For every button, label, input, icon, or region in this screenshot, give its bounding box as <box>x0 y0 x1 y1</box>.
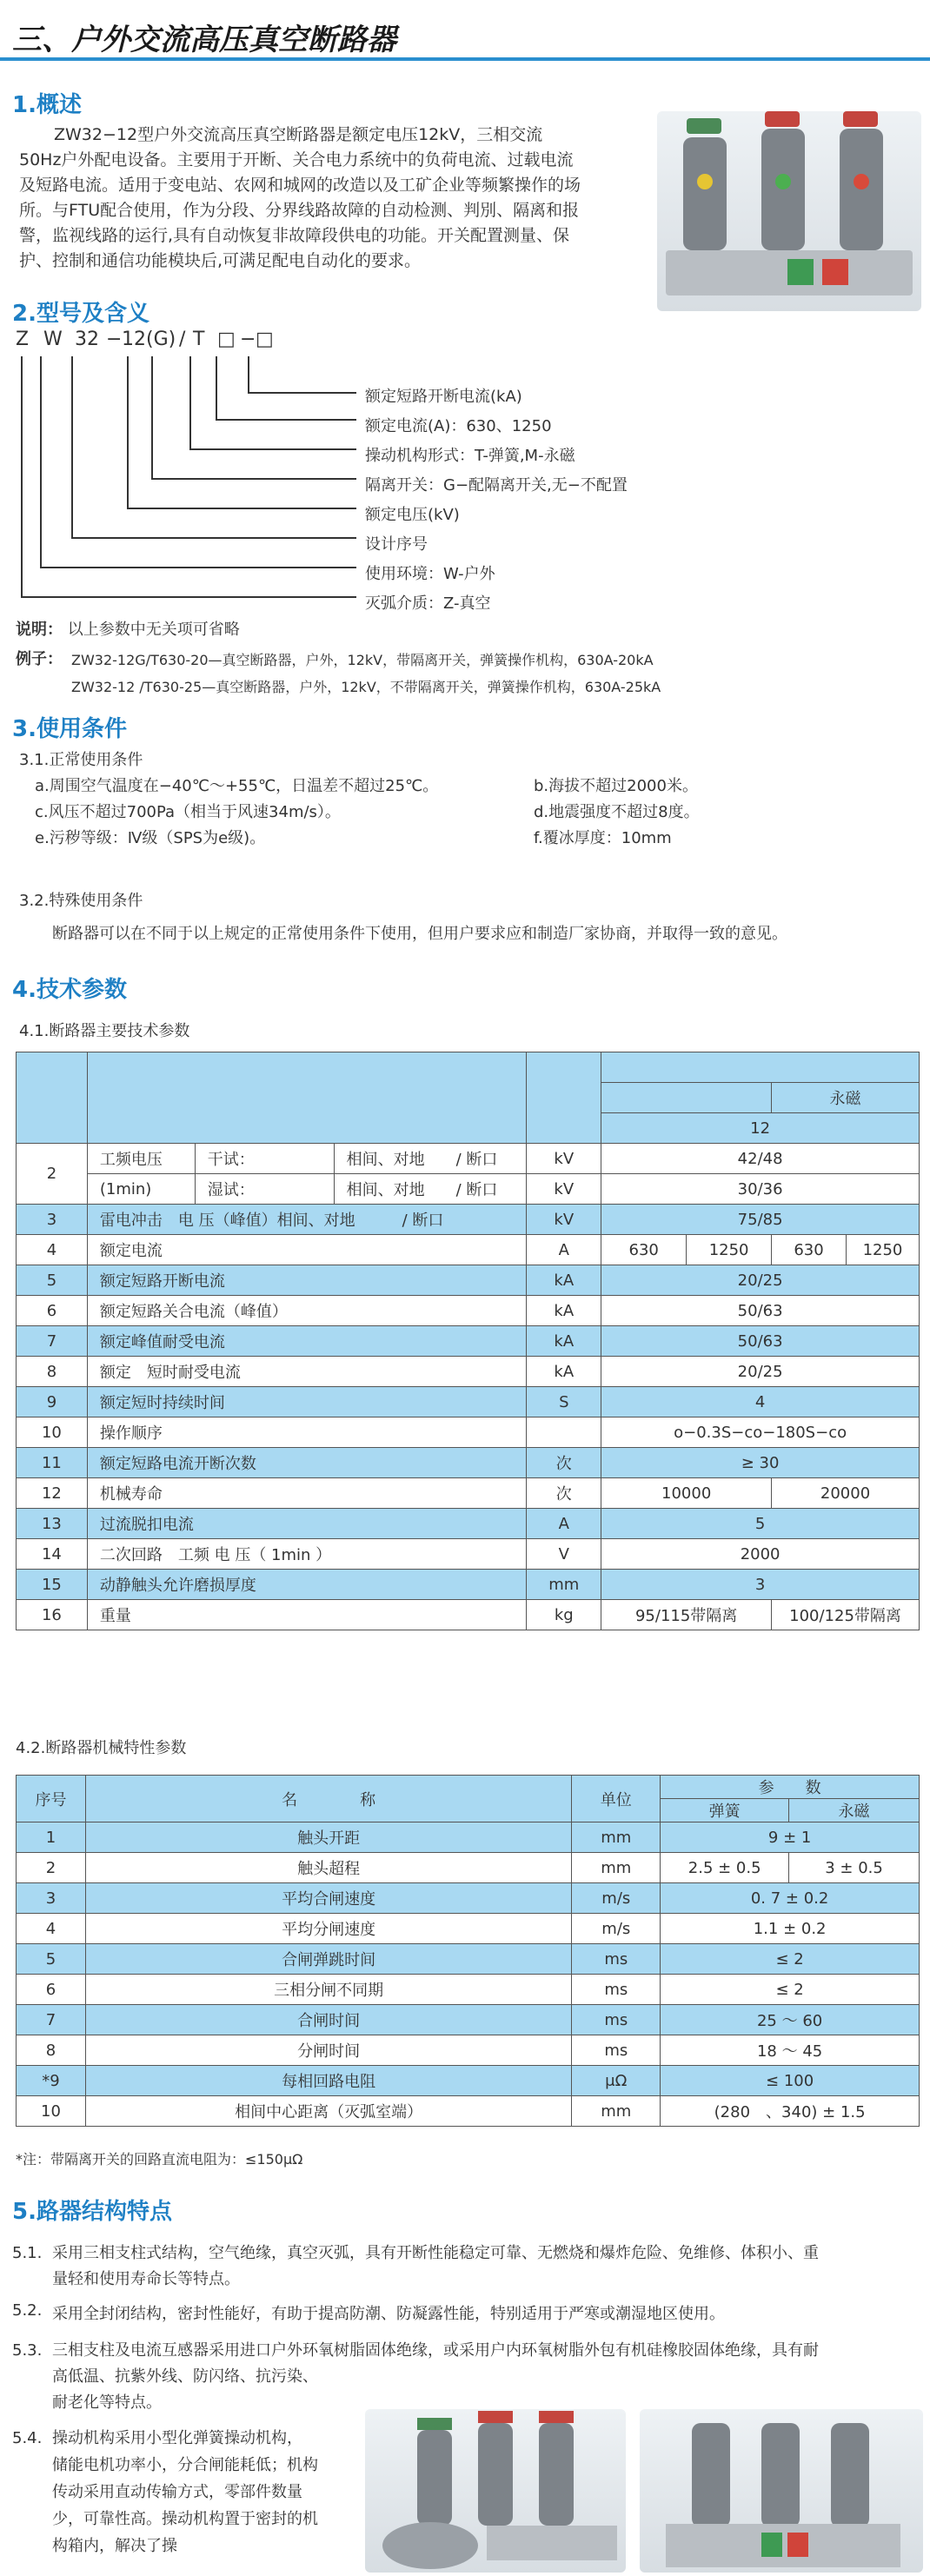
table-cell: 工频电压 <box>87 1144 195 1174</box>
table-cell: 序号 <box>17 1776 86 1822</box>
breaker-photo-without-isolator <box>640 2409 923 2573</box>
table-cell: 3 ± 0.5 <box>789 1853 920 1883</box>
table-cell: 100/125带隔离 <box>772 1600 920 1630</box>
feature-5-3: 5.3. 三相支柱及电流互感器采用进口户外环氧树脂固体绝缘，或采用户内环氧树脂外包有机硅橡胶固体绝缘，具有耐 高低温、抗紫外线、防闪络、抗污染、 耐老化等特点。 <box>12 2341 819 2412</box>
model-char: 32 <box>75 329 99 350</box>
table-cell: 机械寿命 <box>87 1478 526 1509</box>
table-cell: ≤ 2 <box>661 1944 920 1975</box>
condition-a: a.周围空气温度在−40℃～+55℃，日温差不超过25℃。 <box>35 777 439 795</box>
table-cell: 4 <box>601 1387 920 1417</box>
table-cell: 16 <box>17 1600 88 1630</box>
table-cell: 重量 <box>87 1600 526 1630</box>
table-cell: 11 <box>17 1448 88 1478</box>
overview-line: 及短路电流。适用于变电站、农网和城网的改造以及工矿企业等频繁操作的场 <box>19 176 581 195</box>
model-char: T <box>193 329 205 350</box>
table-cell: 额定短时持续时间 <box>87 1387 526 1417</box>
table-cell: 单位 <box>572 1776 661 1822</box>
table-cell: 20000 <box>772 1478 920 1509</box>
example-label: 例子： <box>16 650 63 668</box>
table-cell: mm <box>572 1822 661 1853</box>
table-cell: 50/63 <box>601 1326 920 1357</box>
table-cell: 0. 7 ± 0.2 <box>661 1883 920 1914</box>
table-cell: 42/48 <box>601 1144 920 1174</box>
table-cell: 5 <box>17 1265 88 1296</box>
meaning-item: 灭弧介质：Z-真空 <box>365 594 491 613</box>
table-cell: 过流脱扣电流 <box>87 1509 526 1539</box>
table-cell: 1 <box>17 1822 86 1853</box>
meaning-item: 操动机构形式：T-弹簧,M-永磁 <box>365 447 575 465</box>
condition-c: c.风压不超过700Pa（相当于风速34m/s）。 <box>35 803 341 821</box>
table2-footnote: *注：带隔离开关的回路直流电阻为：≤150μΩ <box>16 2151 303 2168</box>
overview-text <box>19 123 645 274</box>
conditions-special-text: 断路器可以在不同于以上规定的正常使用条件下使用，但用户要求应和制造厂家协商，并取得一致的意见。 <box>52 925 787 943</box>
table-cell: mm <box>527 1570 601 1600</box>
model-meanings <box>365 382 628 619</box>
table-cell: 50/63 <box>601 1296 920 1326</box>
section-1-heading: 1.概述 <box>12 92 82 118</box>
meaning-item: 额定电流(A)：630、1250 <box>365 417 552 435</box>
note <box>16 617 240 640</box>
table-cell: 合闸时间 <box>85 2005 571 2035</box>
table-cell: 三相分闸不同期 <box>85 1975 571 2005</box>
meaning-item: 额定短路开断电流(kA) <box>365 388 522 406</box>
overview-line: 护、控制和通信功能模块后,可满足配电自动化的要求。 <box>19 251 422 270</box>
table-cell <box>87 1052 526 1144</box>
condition-d: d.地震强度不超过8度。 <box>534 803 700 821</box>
model-char: / <box>179 329 186 350</box>
table-cell: m/s <box>572 1914 661 1944</box>
main-params-table <box>16 1052 920 1630</box>
condition-f: f.覆冰厚度：10mm <box>534 829 672 847</box>
table-cell: ≤ 2 <box>661 1975 920 2005</box>
table-cell: V <box>527 1539 601 1570</box>
table-cell: 7 <box>17 2005 86 2035</box>
table-cell: 参 数 <box>661 1776 920 1799</box>
table-cell: ms <box>572 1975 661 2005</box>
table-cell <box>527 1417 601 1448</box>
table-cell: kV <box>527 1205 601 1235</box>
table-cell: 5 <box>601 1509 920 1539</box>
table-cell: ≥ 30 <box>601 1448 920 1478</box>
table-cell: 30/36 <box>601 1174 920 1205</box>
table-cell: 95/115带隔离 <box>601 1600 772 1630</box>
table-cell: ms <box>572 2035 661 2066</box>
table-cell: 4 <box>17 1235 88 1265</box>
table-cell: (280 、340) ± 1.5 <box>661 2096 920 2127</box>
table-cell: 湿试： <box>195 1174 334 1205</box>
table-cell: 平均合闸速度 <box>85 1883 571 1914</box>
conditions-normal-heading: 3.1.正常使用条件 <box>19 751 143 769</box>
table-cell: 25 ～ 60 <box>661 2005 920 2035</box>
breaker-photo <box>657 111 921 311</box>
table-cell: 7 <box>17 1326 88 1357</box>
table-cell: 触头开距 <box>85 1822 571 1853</box>
model-char: 12 <box>122 329 146 350</box>
table-cell: 12 <box>17 1478 88 1509</box>
table-cell: 合闸弹跳时间 <box>85 1944 571 1975</box>
mech-params-table <box>16 1775 920 2127</box>
table-cell: 动静触头允许磨损厚度 <box>87 1570 526 1600</box>
note-label: 说明： <box>16 621 63 639</box>
conditions-special-heading: 3.2.特殊使用条件 <box>19 892 143 910</box>
table-cell <box>601 1083 772 1113</box>
table-cell: A <box>527 1235 601 1265</box>
feature-5-2: 5.2. 采用全封闭结构，密封性能好，有助于提高防潮、防凝露性能，特别适用于严寒或潮湿地区使用。 <box>12 2301 725 2323</box>
table2-caption: 4.2.断路器机械特性参数 <box>16 1739 187 1757</box>
table-cell: 9 <box>17 1387 88 1417</box>
table-cell: 额定峰值耐受电流 <box>87 1326 526 1357</box>
table-cell: 8 <box>17 2035 86 2066</box>
section-3-heading: 3.使用条件 <box>12 716 127 742</box>
table-cell: 弹簧 <box>661 1799 789 1822</box>
page-title: 三、户外交流高压真空断路器 <box>12 23 396 57</box>
table-cell: kA <box>527 1265 601 1296</box>
table-cell: 每相回路电阻 <box>85 2066 571 2096</box>
breaker-photo-with-isolator <box>365 2409 626 2573</box>
overview-line: 所。与FTU配合使用，作为分段、分界线路故障的自动检测、判別、隔离和报 <box>19 201 580 220</box>
table-cell: 20/25 <box>601 1265 920 1296</box>
table-cell: ms <box>572 1944 661 1975</box>
model-char: □ <box>256 329 274 350</box>
table-cell: 1250 <box>687 1235 772 1265</box>
model-char: □ <box>217 329 236 350</box>
table-cell: kg <box>527 1600 601 1630</box>
overview-line: 警，监视线路的运行,具有自动恢复非故障段供电的功能。开关配置测量、保 <box>19 226 570 245</box>
table-cell: 20/25 <box>601 1357 920 1387</box>
table-cell: 8 <box>17 1357 88 1387</box>
table-cell: kA <box>527 1326 601 1357</box>
table-cell: 分闸时间 <box>85 2035 571 2066</box>
table-cell: 干试： <box>195 1144 334 1174</box>
table-cell: 二次回路 工频 电 压（ 1min ） <box>87 1539 526 1570</box>
table-cell: 3 <box>601 1570 920 1600</box>
model-char: − <box>240 329 256 350</box>
table-cell: μΩ <box>572 2066 661 2096</box>
table-cell: 触头超程 <box>85 1853 571 1883</box>
example-2: ZW32-12 /T630-25—真空断路器，户外，12kV，不带隔离开关，弹簧操作机构，630A-25kA <box>71 679 661 695</box>
table-cell: 2.5 ± 0.5 <box>661 1853 789 1883</box>
condition-e: e.污秽等级：Ⅳ级（SPS为e级)。 <box>35 829 266 847</box>
table-cell: 2000 <box>601 1539 920 1570</box>
header-yongci: 永磁 <box>772 1083 920 1113</box>
table-cell: 额定短路电流开断次数 <box>87 1448 526 1478</box>
section-2-heading: 2.型号及含义 <box>12 301 149 327</box>
table-cell: A <box>527 1509 601 1539</box>
table-cell: 次 <box>527 1448 601 1478</box>
table-cell: ≤ 100 <box>661 2066 920 2096</box>
table-cell: 6 <box>17 1296 88 1326</box>
table-cell: 10000 <box>601 1478 772 1509</box>
table-cell: 630 <box>772 1235 847 1265</box>
table-cell: 630 <box>601 1235 687 1265</box>
table-cell: 1.1 ± 0.2 <box>661 1914 920 1944</box>
table-cell: 相间、对地 / 断口 <box>334 1144 527 1174</box>
table-cell: 13 <box>17 1509 88 1539</box>
section-4-heading: 4.技术参数 <box>12 977 127 1003</box>
model-char: W <box>43 329 63 350</box>
table-cell: 永磁 <box>789 1799 920 1822</box>
table-cell: 3 <box>17 1205 88 1235</box>
table-cell: mm <box>572 2096 661 2127</box>
table-cell: 额定短路开断电流 <box>87 1265 526 1296</box>
table-cell: kA <box>527 1296 601 1326</box>
table-cell <box>17 1052 88 1144</box>
table-cell: 额定短路关合电流（峰值） <box>87 1296 526 1326</box>
table-cell: 相间中心距离（灭弧室端） <box>85 2096 571 2127</box>
table-cell: 平均分闸速度 <box>85 1914 571 1944</box>
table-cell: ms <box>572 2005 661 2035</box>
table-cell: 14 <box>17 1539 88 1570</box>
table-cell: 额定 短时耐受电流 <box>87 1357 526 1387</box>
table-cell: 2 <box>17 1853 86 1883</box>
feature-5-4: 5.4. 操动机构采用小型化弹簧操动机构， 储能电机功率小，分合闸能耗低；机构 传动采用直动传输方式，零部件数量 少，可靠性高。操动机构置于密封的机 构箱内，解决了操 <box>12 2429 318 2555</box>
table-cell: 6 <box>17 1975 86 2005</box>
model-char: (G) <box>146 329 176 350</box>
table-cell: kV <box>527 1174 601 1205</box>
overview-line: 50Hz户外配电设备。主要用于开断、关合电力系统中的负荷电流、过载电流 <box>19 150 574 169</box>
table-cell: kV <box>527 1144 601 1174</box>
table-cell <box>601 1052 920 1083</box>
table-cell: 10 <box>17 1417 88 1448</box>
meaning-item: 额定电压(kV) <box>365 506 460 524</box>
table-cell: 相间、对地 / 断口 <box>334 1174 527 1205</box>
feature-5-1: 5.1. 采用三相支柱式结构，空气绝缘，真空灭弧，具有开断性能稳定可靠、无燃烧和爆炸危险、免维修、体积小、重 量轻和使用寿命长等特点。 <box>12 2244 819 2288</box>
table-cell: 2 <box>17 1144 88 1205</box>
section-5-heading: 5.路器结构特点 <box>12 2199 172 2225</box>
table-cell: 5 <box>17 1944 86 1975</box>
condition-b: b.海拔不超过2000米。 <box>534 777 698 795</box>
table-cell: kA <box>527 1357 601 1387</box>
example-1: ZW32-12G/T630-20—真空断路器，户外，12kV，带隔离开关，弹簧操作机构，630A-20kA <box>71 652 654 668</box>
table-cell: 4 <box>17 1914 86 1944</box>
table-cell: 操作顺序 <box>87 1417 526 1448</box>
table-cell: 雷电冲击 电 压（峰值）相间、对地 / 断口 <box>87 1205 526 1235</box>
table-cell <box>527 1052 601 1144</box>
table-cell: 额定电流 <box>87 1235 526 1265</box>
meaning-item: 设计序号 <box>365 535 428 554</box>
model-char: − <box>106 329 123 350</box>
table-cell: m/s <box>572 1883 661 1914</box>
table-cell: 9 ± 1 <box>661 1822 920 1853</box>
overview-line: ZW32−12型户外交流高压真空断路器是额定电压12kV，三相交流 <box>54 125 543 144</box>
table-cell: 10 <box>17 2096 86 2127</box>
table-cell: 75/85 <box>601 1205 920 1235</box>
table-cell: o−0.3S−co−180S−co <box>601 1417 920 1448</box>
table-cell: 18 ～ 45 <box>661 2035 920 2066</box>
table-cell: (1min) <box>87 1174 195 1205</box>
table-cell: 名 称 <box>85 1776 571 1822</box>
table-cell: S <box>527 1387 601 1417</box>
meaning-item: 隔离开关：G−配隔离开关,无−不配置 <box>365 476 628 495</box>
table-cell: mm <box>572 1853 661 1883</box>
table-cell: 3 <box>17 1883 86 1914</box>
table-cell: 次 <box>527 1478 601 1509</box>
meaning-item: 使用环境：W-户外 <box>365 565 495 583</box>
model-char: Z <box>16 329 30 350</box>
title-underline <box>0 57 930 61</box>
table-cell: *9 <box>17 2066 86 2096</box>
header-voltage: 12 <box>601 1113 920 1144</box>
table-cell: 1250 <box>846 1235 919 1265</box>
table-cell: 15 <box>17 1570 88 1600</box>
table1-caption: 4.1.断路器主要技术参数 <box>19 1022 190 1040</box>
note-text: 以上参数中无关项可省略 <box>67 621 240 639</box>
